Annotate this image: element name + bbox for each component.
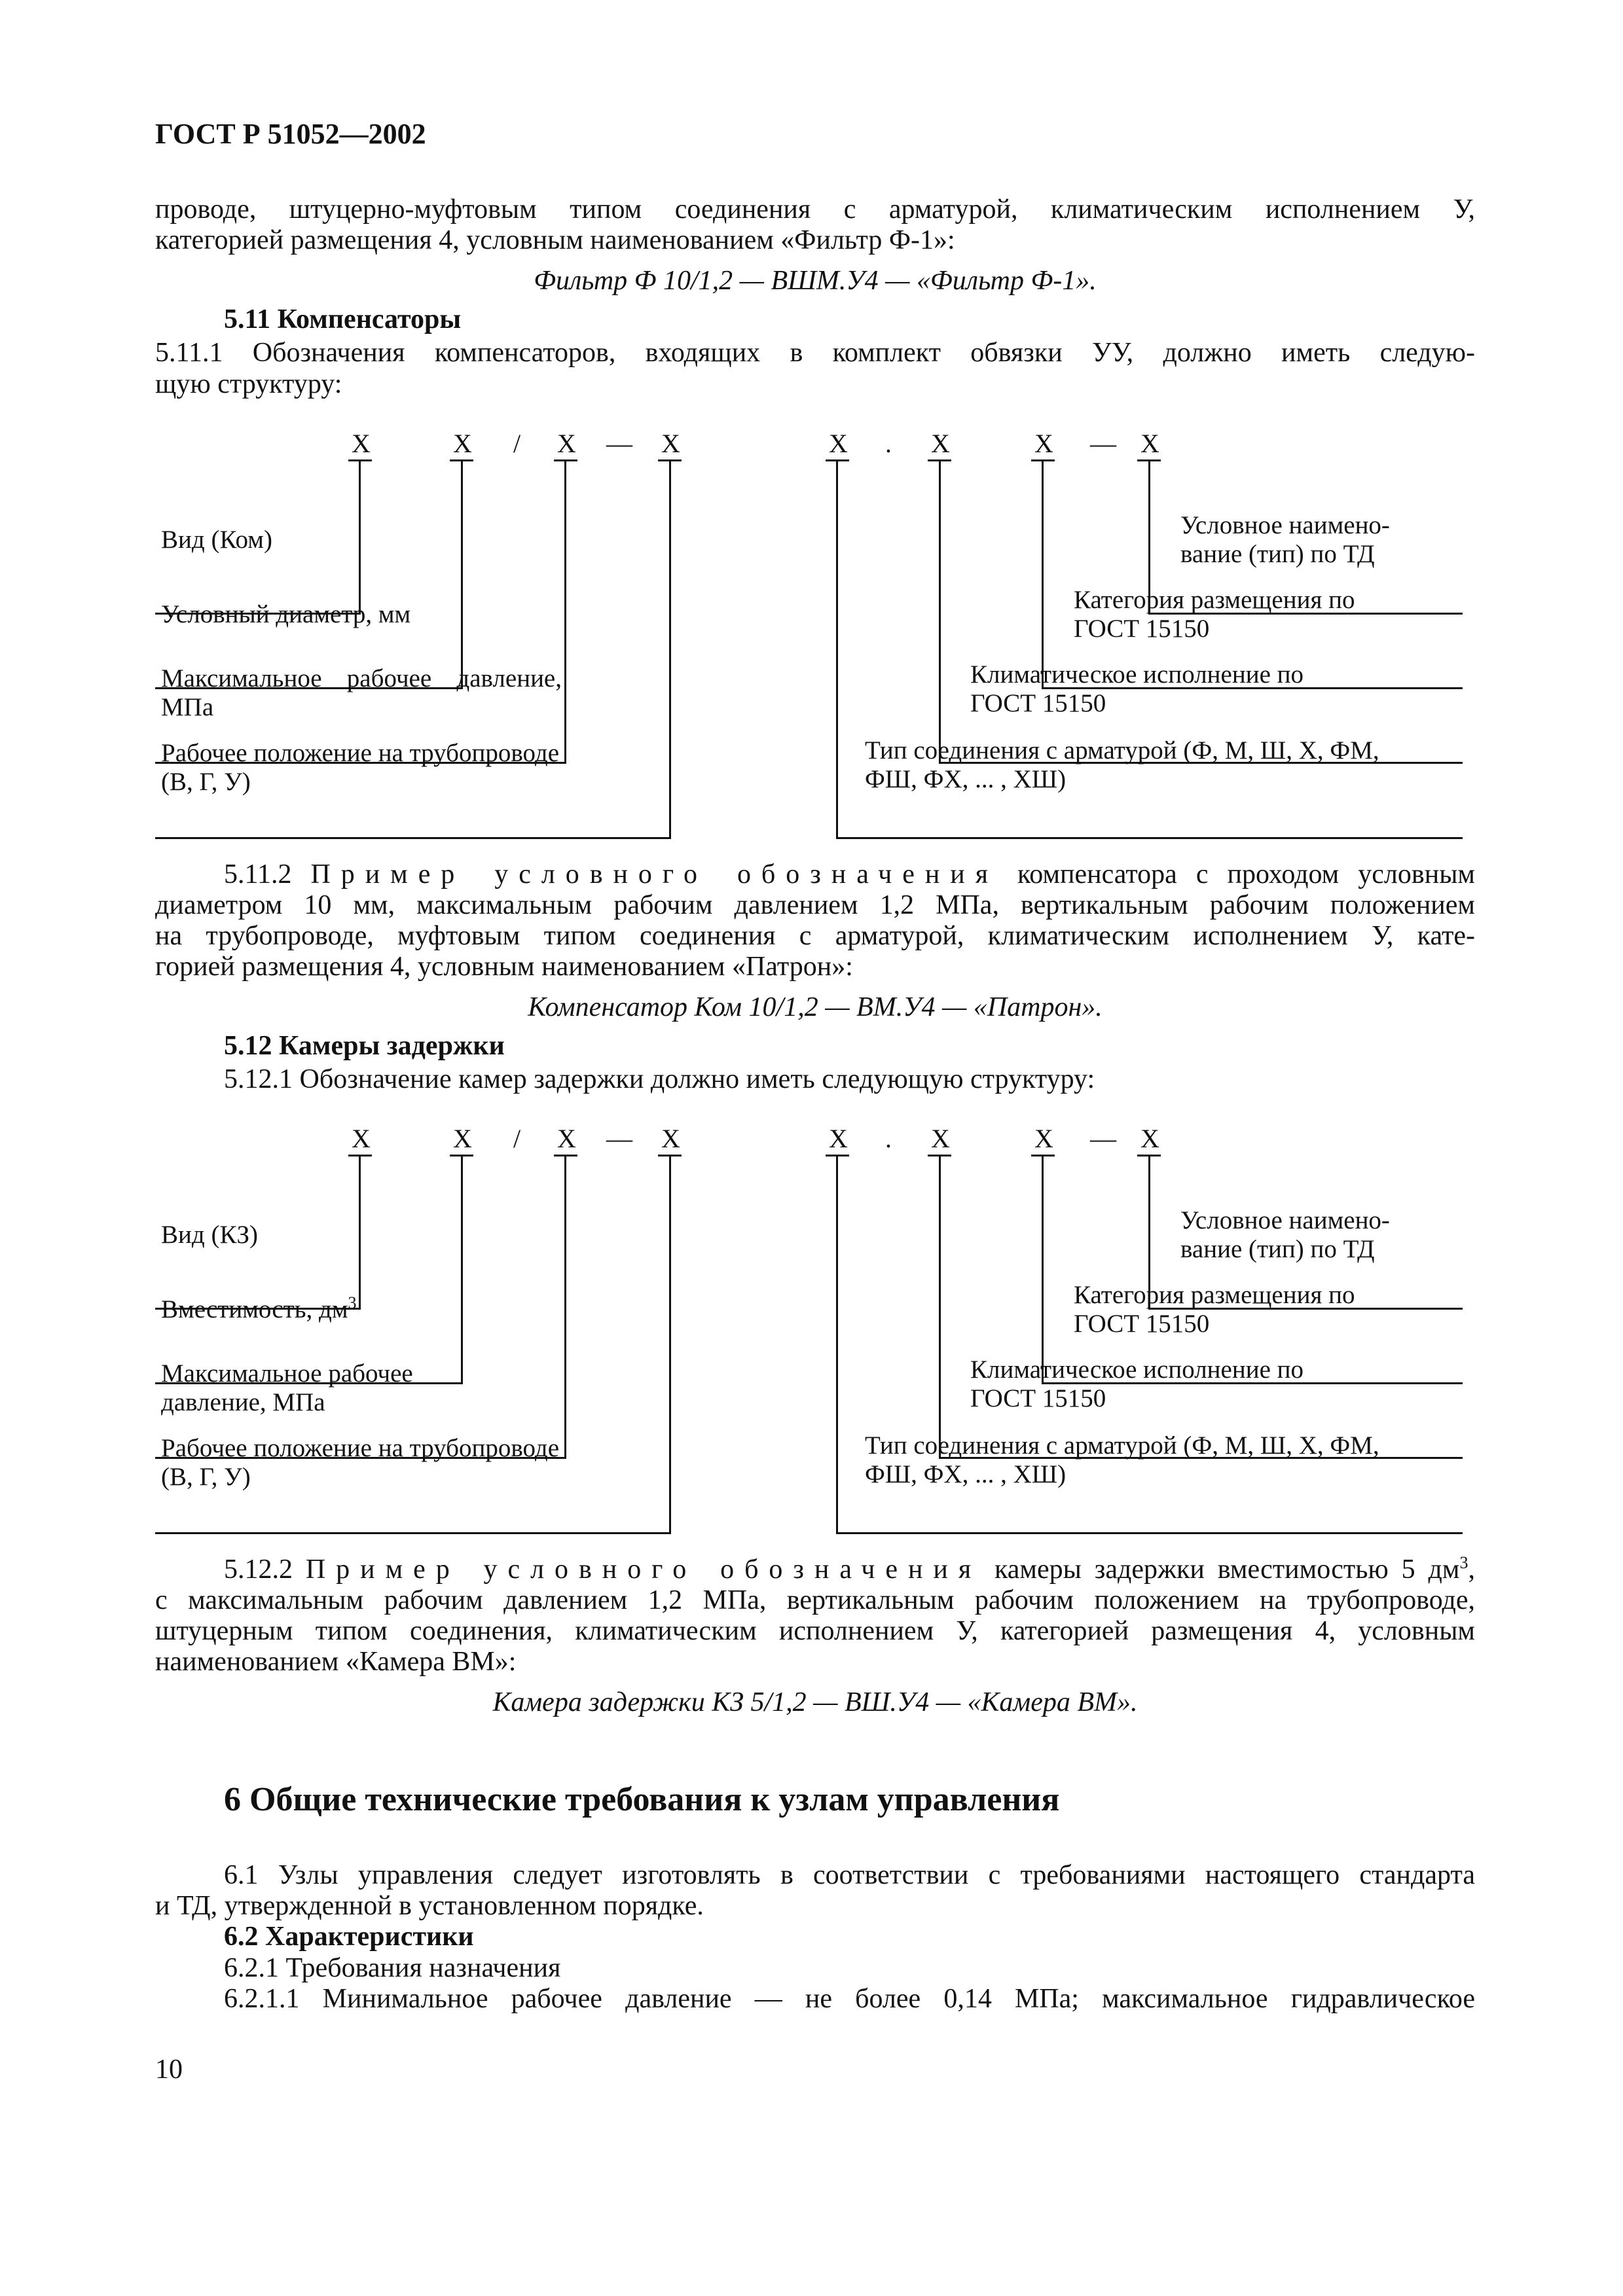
code-x: X bbox=[557, 429, 576, 458]
paragraph-line: и ТД, утвержденной в установленном порядке. bbox=[155, 1891, 704, 1921]
label-name-2: вание (тип) по ТД bbox=[1180, 540, 1375, 568]
label-connection-2: ФШ, ФХ, ... , ХШ) bbox=[865, 765, 1067, 793]
example-designation: Камера задержки КЗ 5/1,2 — ВШ.У4 — «Камера ВМ». bbox=[492, 1687, 1138, 1717]
code-x: X bbox=[829, 1124, 848, 1153]
code-x: X bbox=[557, 1124, 576, 1153]
section-title: 6.2 Характеристики bbox=[224, 1922, 474, 1952]
paragraph-line: проводе, штуцерно-муфтовым типом соединения с арматурой, климатическим исполнением У, bbox=[155, 194, 1475, 224]
label-category-2: ГОСТ 15150 bbox=[1074, 615, 1210, 643]
label-climate-1: Климатическое исполнение по bbox=[970, 1355, 1304, 1384]
code-slash: / bbox=[513, 429, 521, 458]
label-name-1: Условное наимено- bbox=[1180, 511, 1390, 539]
section-title: 5.11 Компенсаторы bbox=[224, 304, 462, 334]
label-category-2: ГОСТ 15150 bbox=[1074, 1310, 1210, 1338]
page-number: 10 bbox=[155, 2054, 183, 2085]
code-dash: — bbox=[1090, 1124, 1116, 1153]
label-vid: Вид (Ком) bbox=[161, 526, 272, 554]
code-x: X bbox=[352, 1124, 371, 1153]
document-header: ГОСТ Р 51052—2002 bbox=[155, 118, 426, 150]
label-connection-2: ФШ, ФХ, ... , ХШ) bbox=[865, 1460, 1067, 1488]
label-climate-2: ГОСТ 15150 bbox=[970, 689, 1106, 717]
example-designation: Фильтр Ф 10/1,2 — ВШМ.У4 — «Фильтр Ф-1». bbox=[534, 266, 1097, 296]
code-x: X bbox=[661, 429, 680, 458]
code-dot: . bbox=[885, 429, 892, 458]
label-category-1: Категория размещения по bbox=[1074, 586, 1355, 614]
code-dash: — bbox=[606, 1124, 632, 1153]
example-designation: Компенсатор Ком 10/1,2 — ВМ.У4 — «Патрон». bbox=[528, 992, 1103, 1022]
paragraph-line: на трубопроводе, муфтовым типом соединения с арматурой, климатическим исполнением У, кате- bbox=[155, 921, 1475, 951]
code-x: X bbox=[661, 1124, 680, 1153]
label-position-1: Рабочее положение на трубопроводе bbox=[161, 1434, 560, 1462]
section-heading: 6 Общие технические требования к узлам управления bbox=[224, 1781, 1060, 1818]
paragraph-line: штуцерным типом соединения, климатическим исполнением У, категорией размещения 4, условным bbox=[155, 1616, 1475, 1646]
code-x: X bbox=[931, 429, 950, 458]
code-x: X bbox=[1140, 429, 1159, 458]
code-x: X bbox=[1034, 1124, 1053, 1153]
paragraph-line: 5.11.1 Обозначения компенсаторов, входящих в комплект обвязки УУ, должно иметь следую- bbox=[155, 338, 1475, 368]
paragraph-line: диаметром 10 мм, максимальным рабочим давлением 1,2 МПа, вертикальным рабочим положением bbox=[155, 890, 1475, 920]
code-x: X bbox=[829, 429, 848, 458]
designation-structure-diagram-2 bbox=[0, 1114, 1623, 1491]
label-volume: Вместимость, $дм^3$ bbox=[161, 1293, 357, 1323]
label-name-1: Условное наимено- bbox=[1180, 1206, 1390, 1234]
code-x: X bbox=[1034, 429, 1053, 458]
label-climate-1: Климатическое исполнение по bbox=[970, 660, 1304, 689]
section-title: 5.12 Камеры задержки bbox=[224, 1031, 505, 1061]
label-pressure-2: МПа bbox=[161, 693, 214, 721]
code-slash: / bbox=[513, 1124, 521, 1153]
code-x: X bbox=[453, 1124, 472, 1153]
label-position-2: (В, Г, У) bbox=[161, 768, 251, 796]
label-position-1: Рабочее положение на трубопроводе bbox=[161, 739, 560, 767]
code-x: X bbox=[1140, 1124, 1159, 1153]
label-connection-1: Тип соединения с арматурой (Ф, М, Ш, Х, ФМ, bbox=[865, 1431, 1379, 1460]
paragraph-line: 6.2.1.1 Минимальное рабочее давление — не более 0,14 МПа; максимальное гидравлическое bbox=[224, 1984, 1475, 2014]
label-pressure-1: Максимальное рабочее bbox=[161, 1359, 413, 1388]
paragraph-line: категорией размещения 4, условным наименованием «Фильтр Ф-1»: bbox=[155, 225, 955, 255]
paragraph-line: 5.12.2 Пример условного обозначения камеры задержки вместимостью 5 $дм^3$, bbox=[224, 1553, 1475, 1585]
paragraph-line: с максимальным рабочим давлением 1,2 МПа, вертикальным рабочим положением на трубопроводе, bbox=[155, 1585, 1475, 1615]
label-category-1: Категория размещения по bbox=[1074, 1281, 1355, 1309]
paragraph-line: 5.11.2 Пример условного обозначения компенсатора с проходом условным bbox=[224, 859, 1475, 889]
label-position-2: (В, Г, У) bbox=[161, 1463, 251, 1491]
label-pressure-2: давление, МПа bbox=[161, 1388, 325, 1416]
paragraph-line: 6.2.1 Требования назначения bbox=[224, 1953, 561, 1983]
code-dot: . bbox=[885, 1124, 892, 1153]
paragraph-line: щую структуру: bbox=[155, 369, 342, 399]
code-dash: — bbox=[606, 429, 632, 458]
code-dash: — bbox=[1090, 429, 1116, 458]
code-x: X bbox=[453, 429, 472, 458]
code-x: X bbox=[352, 429, 371, 458]
paragraph-line: 5.12.1 Обозначение камер задержки должно иметь следующую структуру: bbox=[224, 1064, 1095, 1094]
label-connection-1: Тип соединения с арматурой (Ф, М, Ш, Х, ФМ, bbox=[865, 736, 1379, 764]
label-pressure-1: Максимальное рабочее давление, bbox=[161, 664, 562, 692]
label-name-2: вание (тип) по ТД bbox=[1180, 1235, 1375, 1263]
label-diameter: Условный диаметр, мм bbox=[161, 600, 411, 628]
paragraph-line: горией размещения 4, условным наименованием «Патрон»: bbox=[155, 952, 853, 982]
label-vid: Вид (КЗ) bbox=[161, 1221, 259, 1249]
label-climate-2: ГОСТ 15150 bbox=[970, 1384, 1106, 1412]
paragraph-line: наименованием «Камера ВМ»: bbox=[155, 1647, 517, 1677]
code-x: X bbox=[931, 1124, 950, 1153]
designation-structure-diagram-1 bbox=[0, 419, 1623, 796]
paragraph-line: 6.1 Узлы управления следует изготовлять в соответствии с требованиями настоящего стандарта bbox=[224, 1860, 1475, 1890]
